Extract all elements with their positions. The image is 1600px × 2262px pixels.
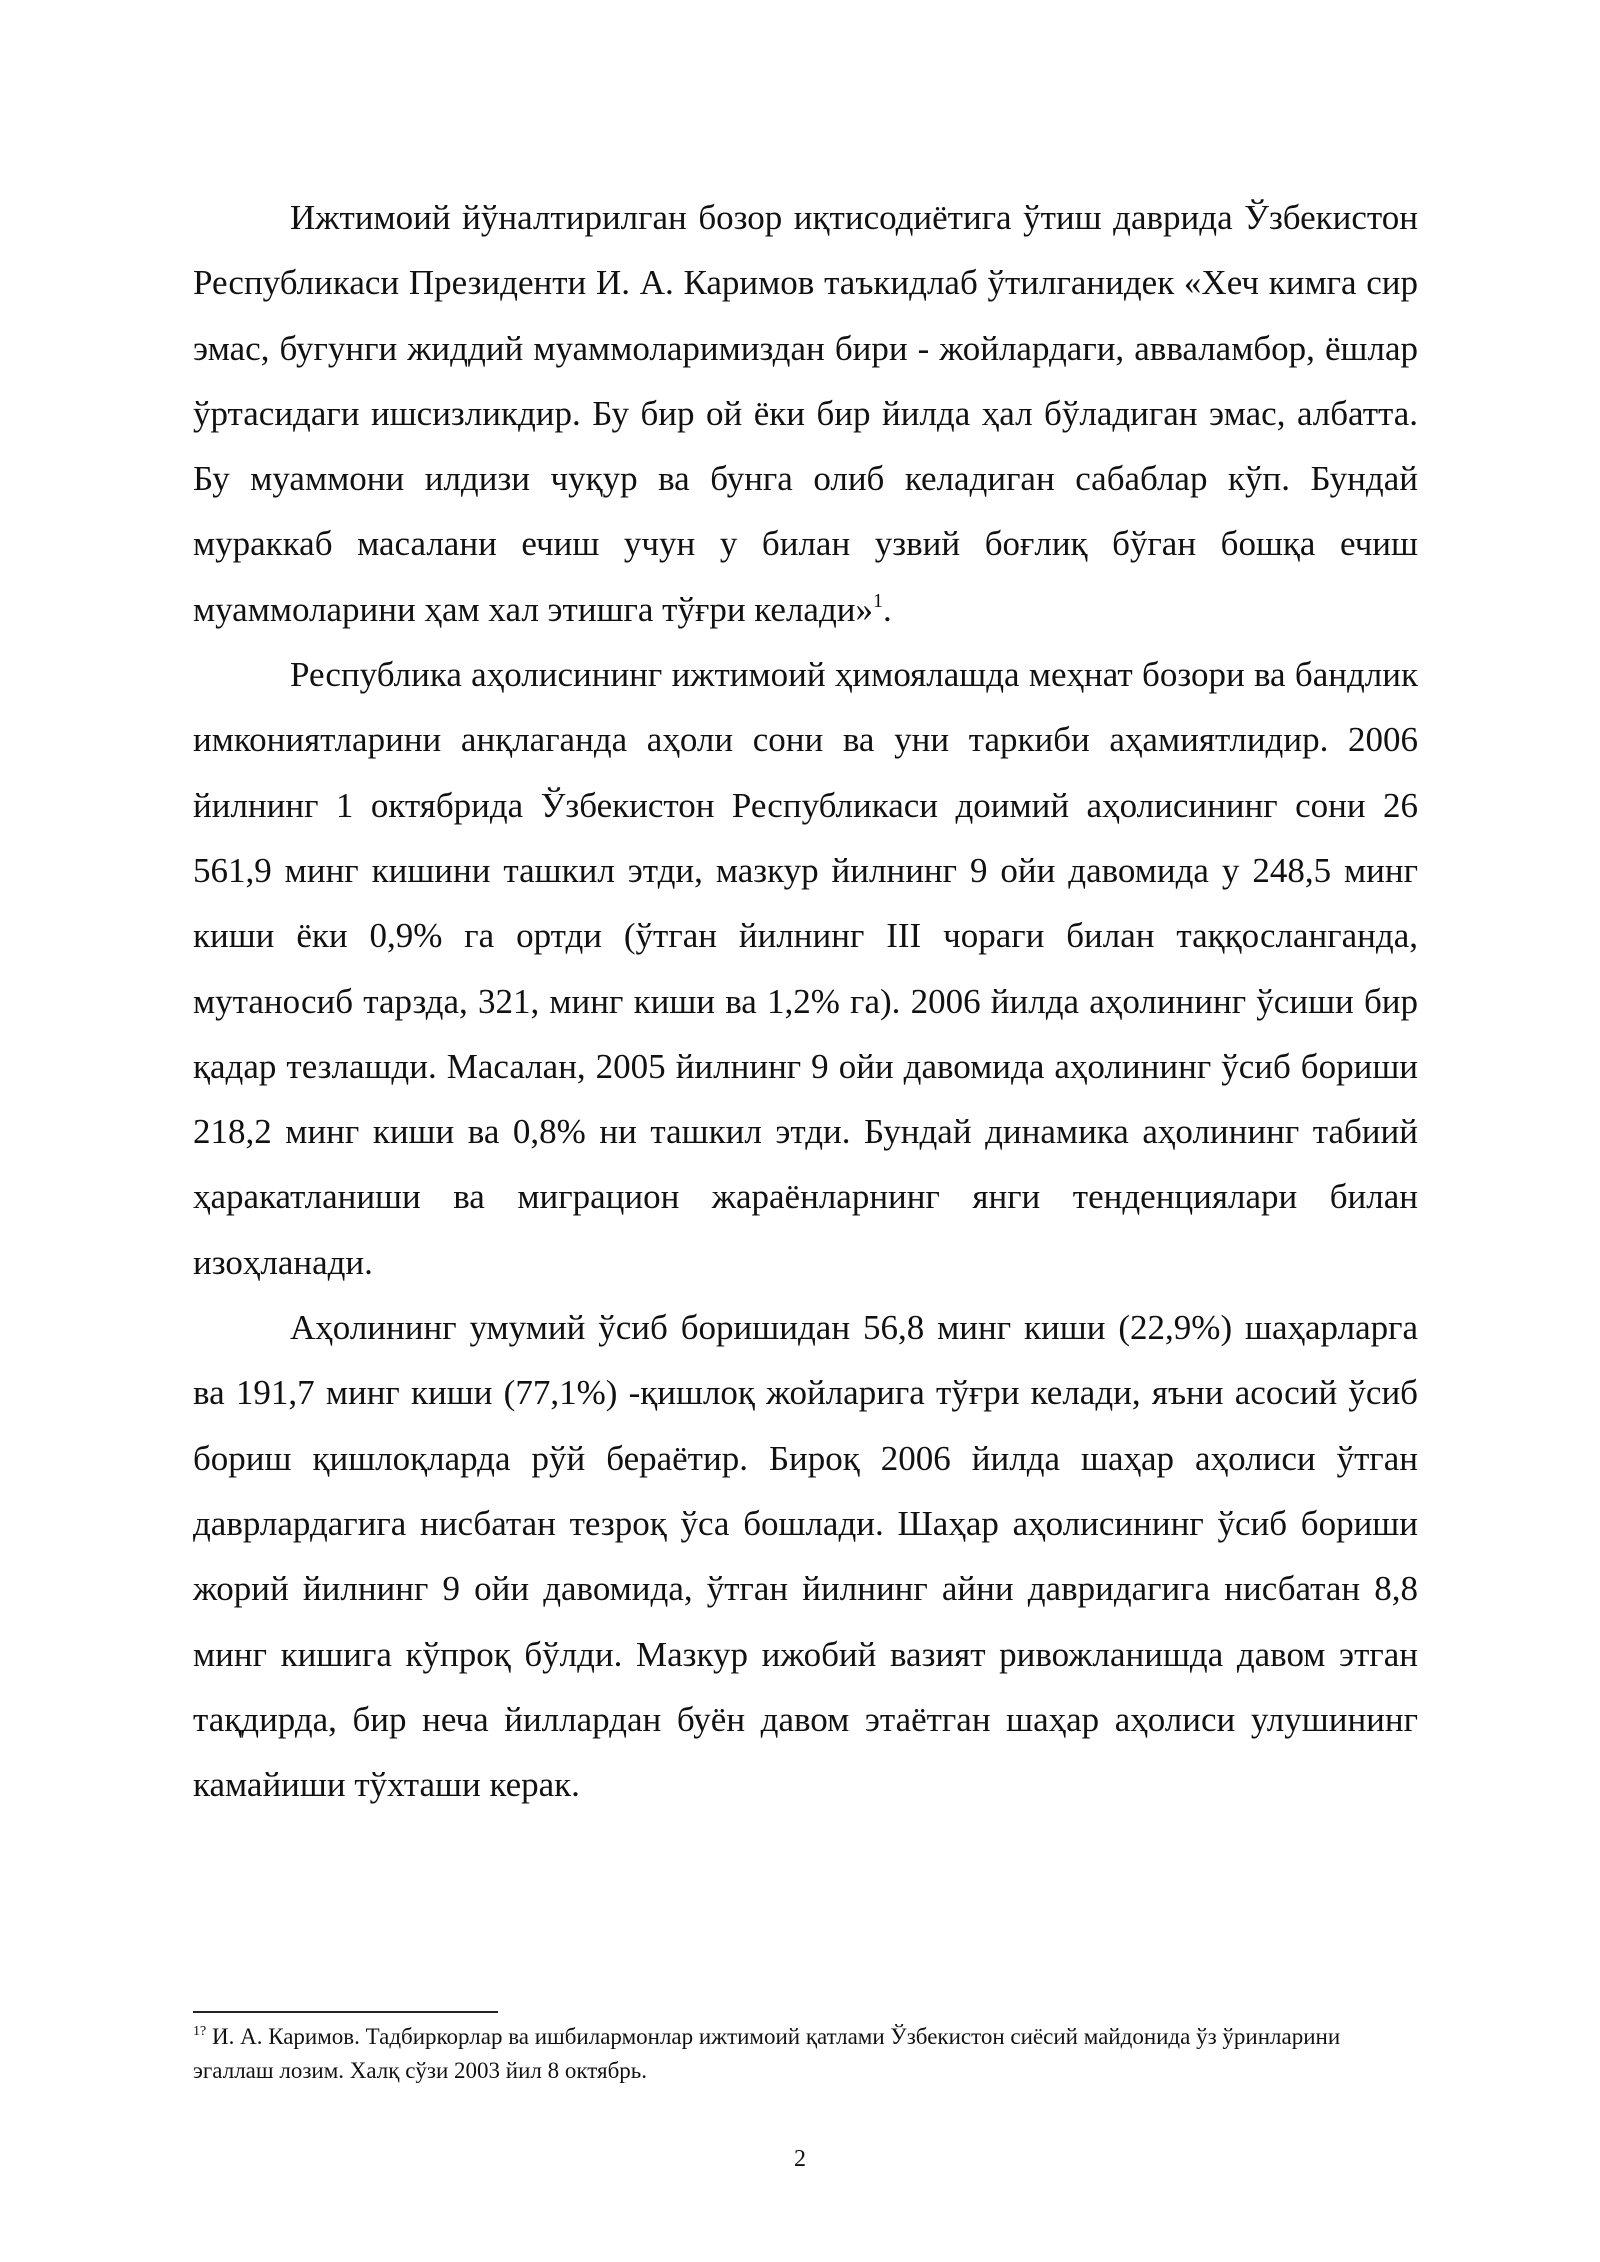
footnote-separator <box>193 2011 498 2013</box>
footnote-text: И. А. Каримов. Тадбиркорлар ва ишбилармонлар ижтимоий қатлами Ўзбекистон сиёсий майдонида ўз ўринларини эгаллаш лозим. Халқ сўзи 2003 йил 8 октябрь. <box>193 2024 1341 2083</box>
paragraph-1-ending: . <box>883 589 892 629</box>
footnote-marker: 1? <box>193 2024 207 2039</box>
paragraph-1 <box>193 185 1418 642</box>
paragraph-2: Республика аҳолисининг ижтимоий ҳимоялашда меҳнат бозори ва бандлик имкониятларини анқлаганда аҳоли сони ва уни таркиби аҳамиятлидир. 2006 йилнинг 1 октябрида Ўзбекистон Республикаси доимий аҳолисининг сони 26 561,9 минг кишини ташкил этди, мазкур йилнинг 9 ойи давомида у 248,5 минг киши ёки 0,9% га ортди (ўтган йилнинг III чораги билан таққосланганда, мутаносиб тарзда, 321, минг киши ва 1,2% га). 2006 йилда аҳолининг ўсиши бир қадар тезлашди. Масалан, 2005 йилнинг 9 ойи давомида аҳолининг ўсиб бориши 218,2 минг киши ва 0,8% ни ташкил этди. Бундай динамика аҳолининг табиий ҳаракатланиши ва миграцион жараёнларнинг янги тенденциялари билан изоҳланади. <box>193 655 1418 1282</box>
paragraph-1-text: Ижтимоий йўналтирилган бозор иқтисодиётига ўтиш даврида Ўзбекистон Республикаси Президенти И. А. Каримов таъкидлаб ўтилганидек «Хеч кимга сир эмас, бугунги жиддий муаммоларимиздан бири - жойлардаги, авваламбор, ёшлар ўртасидаги ишсизликдир. Бу бир ой ёки бир йилда ҳал бўладиган эмас, албатта. Бу муаммони илдизи чуқур ва бунга олиб келадиган сабаблар кўп. Бундай мураккаб масалани ечиш учун у билан узвий боғлиқ бўган бошқа ечиш муаммоларини ҳам хал этишга тўғри келади» <box>193 198 1418 629</box>
footnote <box>193 2020 1418 2088</box>
document-body <box>193 185 1418 1817</box>
paragraph-3: Аҳолининг умумий ўсиб боришидан 56,8 минг киши (22,9%) шаҳарларга ва 191,7 минг киши (77,1%) -қишлоқ жойларига тўғри келади, яъни асосий ўсиб бориш қишлоқларда рўй бераётир. Бироқ 2006 йилда шаҳар аҳолиси ўтган даврлардагига нисбатан тезроқ ўса бошлади. Шаҳар аҳолисининг ўсиб бориши жорий йилнинг 9 ойи давомида, ўтган йилнинг айни давридагига нисбатан 8,8 минг кишига кўпроқ бўлди. Мазкур ижобий вазият ривожланишда давом этган тақдирда, бир неча йиллардан буён давом этаётган шаҳар аҳолиси улушининг камайиши тўхташи керак. <box>193 1308 1418 1805</box>
footnote-reference[interactable]: 1 <box>873 589 884 612</box>
page-number: 2 <box>794 2146 806 2172</box>
